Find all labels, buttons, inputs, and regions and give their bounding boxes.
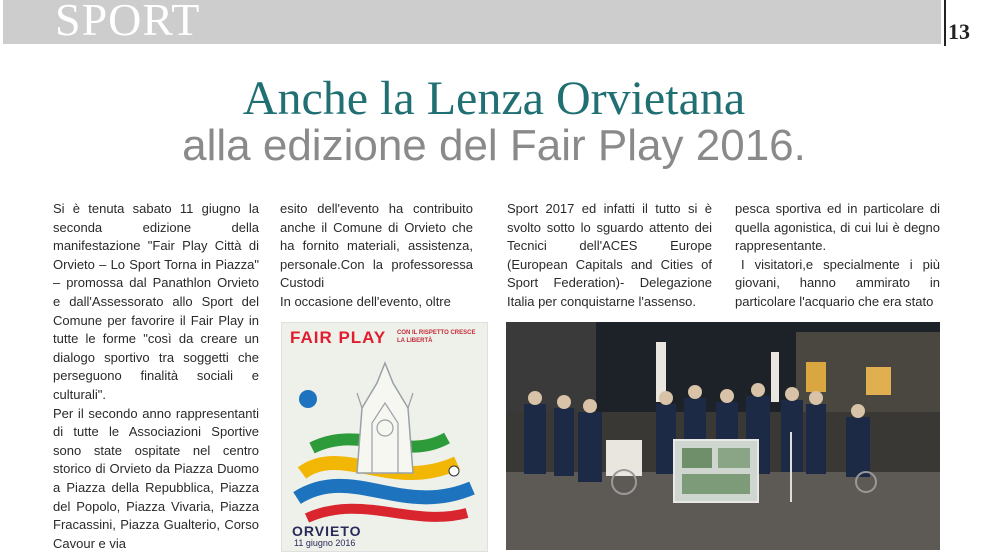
article-title: Anche la Lenza Orvietana — [242, 72, 746, 125]
poster-motto: CON IL RISPETTO CRESCE LA LIBERTÀ — [397, 330, 476, 344]
section-header-band — [3, 0, 941, 44]
article-subtitle: alla edizione del Fair Play 2016. — [182, 121, 806, 170]
page-number: 13 — [948, 19, 970, 44]
text-column-2 — [280, 200, 473, 312]
poster-date: 11 giugno 2016 — [294, 538, 356, 548]
header-divider — [944, 0, 946, 46]
poster-title: FAIR PLAY — [290, 328, 387, 347]
poster-city: ORVIETO — [292, 523, 362, 539]
text-column-1 — [53, 200, 259, 553]
fair-play-poster-image — [281, 322, 488, 552]
paragraph: Sport 2017 ed infatti il tutto si è svolto sotto lo sguardo attento dei Tecnici dell'ACES Europe (European Capitals and Cities of Sport Federation)- Delegazione Italia per conquistarne l'assenso. — [507, 201, 712, 309]
paragraph: In occasione dell'evento, oltre — [280, 293, 451, 309]
paragraph: Per il secondo anno rappresentanti di tutte le Associazioni Sportive sono state ospitate nel centro storico di Orvieto da Piazza Duomo a Piazza della Repubblica, Piazza del Popolo, Piazza Vivaria, Piazza Fracassini, Piazza Gualterio, Corso Cavour e via — [53, 405, 259, 551]
group-photo-image — [506, 322, 940, 550]
paragraph: pesca sportiva ed in particolare di quella agonistica, di cui lui è degno rappresentante. — [735, 201, 940, 254]
section-title: SPORT — [55, 0, 201, 45]
group-photo-scene — [506, 322, 940, 550]
text-column-4 — [735, 200, 940, 312]
paragraph: esito dell'evento ha contribuito anche il Comune di Orvieto che ha fornito materiali, assistenza, personale.Con la professoressa Custodi — [280, 201, 473, 291]
poster-artwork — [282, 323, 487, 551]
paragraph: Si è tenuta sabato 11 giugno la seconda edizione della manifestazione "Fair Play Città di Orvieto – Lo Sport Torna in Piazza" – promossa dal Panathlon Orvieto e dall'Assessorato allo Sport del Comune per favorire il Fair Play in tutte le forme "così da creare un dialogo sportivo tra soggetti che perseguono finalità sociali e culturali". — [53, 201, 259, 402]
text-column-3 — [507, 200, 712, 312]
paragraph: I visitatori,e specialmente i più giovani, hanno ammirato in particolare l'acquario che era stato — [735, 256, 940, 309]
